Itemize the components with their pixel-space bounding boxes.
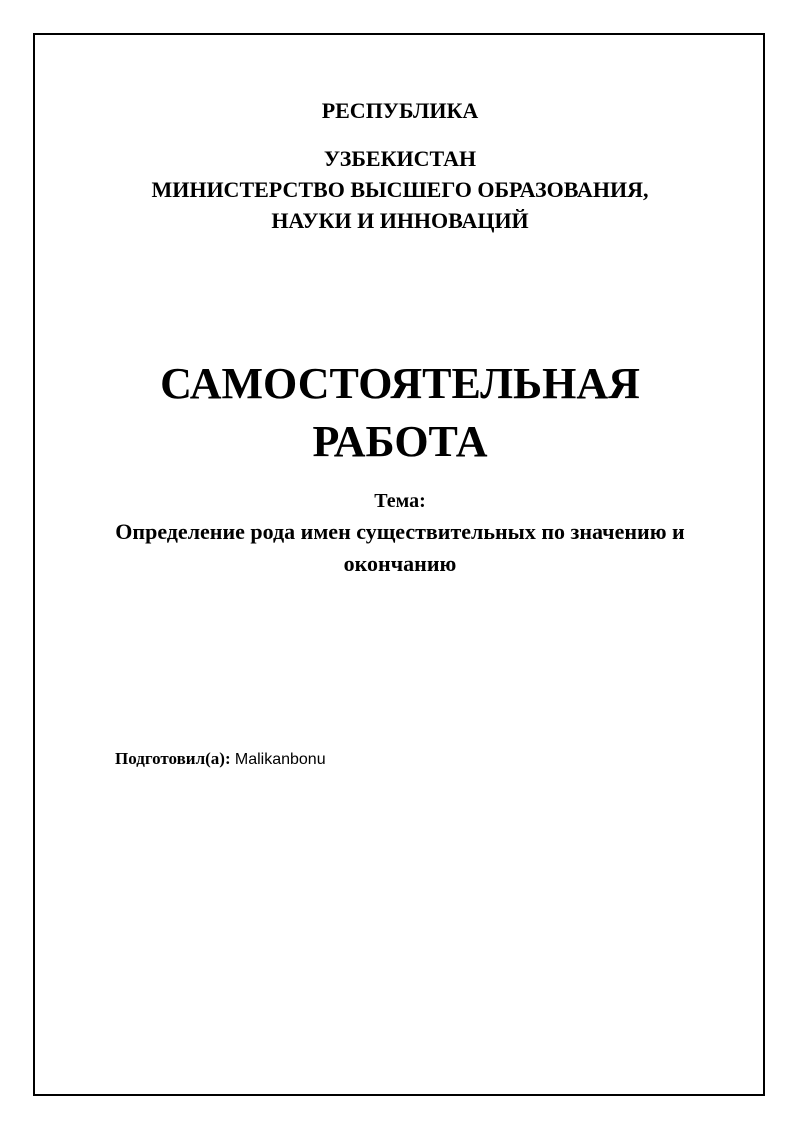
author-label: Подготовил(а):	[115, 749, 231, 768]
header-ministry-line1: МИНИСТЕРСТВО ВЫСШЕГО ОБРАЗОВАНИЯ,	[151, 177, 649, 202]
theme-text-line2: окончанию	[343, 551, 457, 576]
document-title-line2: РАБОТА	[312, 417, 488, 466]
header-ministry-line2: НАУКИ И ИННОВАЦИЙ	[271, 208, 529, 233]
author-line	[115, 749, 326, 769]
theme-label: Тема:	[374, 490, 426, 512]
author-name: Malikanbonu	[234, 751, 326, 768]
document-title-line1: САМОСТОЯТЕЛЬНАЯ	[160, 359, 640, 408]
header-republic: РЕСПУБЛИКА	[321, 98, 479, 123]
header-country: УЗБЕКИСТАН	[323, 146, 477, 171]
theme-text-line1: Определение рода имен существительных по значению и	[115, 519, 685, 544]
